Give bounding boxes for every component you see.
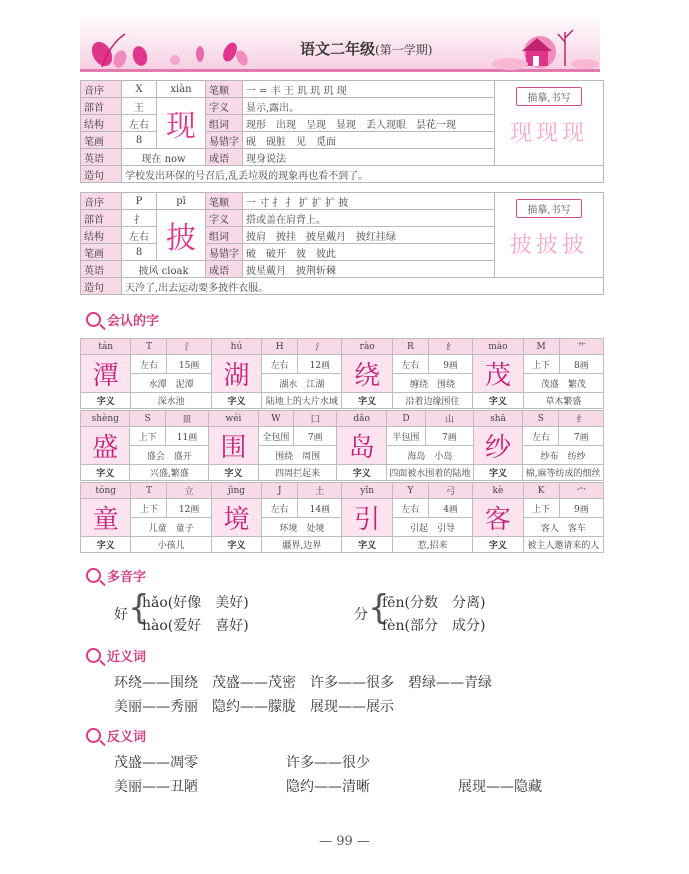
label-bihua: 笔画 xyxy=(81,132,122,149)
sentence-value: 学校发出环保的号召后,乱丢垃圾的现象再也看不到了。 xyxy=(122,166,604,183)
radical-cell: 立 xyxy=(167,483,211,499)
strokes-cell: 14画 xyxy=(298,499,342,518)
strokes-cell: 7画 xyxy=(294,427,337,446)
label-bishun: 笔顺 xyxy=(206,81,243,98)
stroke-order: 一 寸 扌 扌 扩 扩 扩 披 xyxy=(243,193,495,210)
struct-cell: 上下 xyxy=(131,499,167,518)
title-text: 语文二年级 xyxy=(300,40,376,58)
antonym-pair: 茂盛——凋零 xyxy=(114,755,198,771)
trace-chars: 披披披 xyxy=(509,233,588,258)
grid-row-table xyxy=(80,338,604,409)
antonym-pair: 许多——很少 xyxy=(286,755,370,771)
label-bihua: 笔画 xyxy=(81,244,122,261)
jiegou-value: 左右 xyxy=(122,227,157,244)
seq-cell: T xyxy=(131,339,167,355)
pinyin-cell: rào xyxy=(342,339,392,355)
section-polyphone xyxy=(86,566,146,585)
label-yinxu: 音序 xyxy=(81,193,122,210)
pinyin-cell: jìng xyxy=(211,483,261,499)
trace-area xyxy=(495,81,604,166)
meaning-cell: 四周拦起来 xyxy=(258,465,337,481)
seq-cell: Y xyxy=(392,483,428,499)
words-cell: 海岛 小岛 xyxy=(386,446,473,465)
label-zuci: 组词 xyxy=(206,227,243,244)
words-cell: 茂盛 繁茂 xyxy=(523,374,603,393)
radical-cell: 土 xyxy=(298,483,342,499)
radical-cell: 囗 xyxy=(294,411,337,427)
label-yinxu: 音序 xyxy=(81,81,122,98)
grid-character: 围 xyxy=(209,427,258,465)
struct-cell: 左右 xyxy=(262,355,298,374)
grid-character: 盛 xyxy=(81,427,130,465)
pinyin-cell: dǎo xyxy=(337,411,386,427)
pinyin-cell: kè xyxy=(473,483,523,499)
words-cell: 水潭 泥潭 xyxy=(131,374,211,393)
meaning-cell: 被主人邀请来的人 xyxy=(523,537,603,553)
words-cell: 湖水 江湖 xyxy=(262,374,342,393)
grid-character: 茂 xyxy=(473,355,523,393)
confusable-value: 砚 砚脏 见 觅面 xyxy=(243,132,495,149)
jiegou-value: 左右 xyxy=(122,115,157,132)
words-value: 现形 出现 呈现 显现 丢人现眼 昙花一现 xyxy=(243,115,495,132)
meaning-cell: 深水池 xyxy=(131,393,211,409)
label-ziyi: 字义 xyxy=(342,537,392,553)
pinyin-cell: shā xyxy=(473,411,522,427)
label-english: 英语 xyxy=(81,261,122,278)
polyphone-hao xyxy=(114,604,128,624)
seq-cell: S xyxy=(130,411,165,427)
label-chengyu: 成语 xyxy=(206,149,243,166)
radical-cell: 宀 xyxy=(559,483,603,499)
antonym-pair: 展现——隐藏 xyxy=(458,779,542,795)
struct-cell: 上下 xyxy=(130,427,165,446)
label-yicuozi: 易错字 xyxy=(206,132,243,149)
words-value: 披肩 披挂 披星戴月 披红挂绿 xyxy=(243,227,495,244)
meaning-cell: 草木繁盛 xyxy=(523,393,603,409)
strokes-cell: 7画 xyxy=(559,427,604,446)
seq-cell: T xyxy=(131,483,167,499)
words-cell: 盛会 盛开 xyxy=(130,446,209,465)
char-card-pi xyxy=(80,192,604,295)
label-ziyi: 字义 xyxy=(209,465,258,481)
label-jiegou: 结构 xyxy=(81,115,122,132)
strokes-cell: 9画 xyxy=(559,499,603,518)
struct-cell: 左右 xyxy=(131,355,167,374)
strokes-cell: 12画 xyxy=(298,355,342,374)
magnifier-icon xyxy=(86,568,101,583)
brace-icon: { xyxy=(368,588,390,628)
page-title xyxy=(300,38,432,59)
seq-cell: K xyxy=(523,483,559,499)
seq-cell: W xyxy=(258,411,293,427)
english-value: 披风 cloak xyxy=(122,261,206,278)
label-ziyi: 字义 xyxy=(473,465,522,481)
meaning-cell: 棉,麻等纺成的细丝 xyxy=(523,465,604,481)
meaning-cell: 兴盛,繁盛 xyxy=(130,465,209,481)
label-ziyi: 字义 xyxy=(81,465,130,481)
page-number: — 99 — xyxy=(319,834,370,849)
grid-character: 境 xyxy=(211,499,261,537)
polyphone-reading-2: hào(爱好 喜好) xyxy=(142,618,249,634)
polyphone-char: 分 xyxy=(354,607,368,623)
section-title: 近义词 xyxy=(107,650,147,665)
words-cell: 儿童 童子 xyxy=(131,518,211,537)
label-ziyi: 字义 xyxy=(81,393,131,409)
english-value: 现在 now xyxy=(122,149,206,166)
polyphone-char: 好 xyxy=(114,607,128,623)
words-cell: 引起 引导 xyxy=(392,518,472,537)
label-jiegou: 结构 xyxy=(81,227,122,244)
label-ziyi: 字义 xyxy=(473,393,523,409)
pinyin-cell: mào xyxy=(473,339,523,355)
radical-cell: 氵 xyxy=(298,339,342,355)
meaning-cell: 四面被水围着的陆地 xyxy=(386,465,473,481)
grid-row-table xyxy=(80,410,604,481)
meaning-cell: 沿着边缘围住 xyxy=(392,393,472,409)
struct-cell: 左右 xyxy=(392,355,428,374)
struct-cell: 上下 xyxy=(523,355,559,374)
antonym-pair: 隐约——清晰 xyxy=(286,779,370,795)
bihua-value: 8 xyxy=(122,244,157,261)
seq-cell: D xyxy=(386,411,425,427)
radical-cell: 氵 xyxy=(167,339,211,355)
confusable-value: 破 破开 彼 彼此 xyxy=(243,244,495,261)
struct-cell: 左右 xyxy=(392,499,428,518)
words-cell: 客人 客车 xyxy=(523,518,603,537)
section-recognize xyxy=(86,310,159,329)
seq-cell: M xyxy=(523,339,559,355)
label-bushou: 部首 xyxy=(81,98,122,115)
radical-cell: 皿 xyxy=(165,411,208,427)
magnifier-icon xyxy=(86,648,101,663)
seq-cell: H xyxy=(262,339,298,355)
pinyin-value: xiàn xyxy=(157,81,206,98)
pinyin-cell: wéi xyxy=(209,411,258,427)
grid-character: 童 xyxy=(81,499,131,537)
section-title: 多音字 xyxy=(107,570,147,585)
label-ziyi: 字义 xyxy=(473,537,523,553)
meaning-cell: 惹,招来 xyxy=(392,537,472,553)
section-title: 会认的字 xyxy=(107,314,160,329)
label-ziyi: 字义 xyxy=(211,537,261,553)
polyphone-fen xyxy=(354,604,368,624)
synonym-line-2: 美丽——秀丽 隐约——朦胧 展现——展示 xyxy=(114,699,394,715)
sentence-value: 天冷了,出去运动要多披件衣服。 xyxy=(122,278,604,295)
magnifier-icon xyxy=(86,728,101,743)
strokes-cell: 4画 xyxy=(428,499,472,518)
antonym-pair: 美丽——丑陋 xyxy=(114,779,198,795)
meaning-cell: 陆地上的大片水域 xyxy=(262,393,342,409)
section-synonym xyxy=(86,646,146,665)
words-cell: 环境 处境 xyxy=(262,518,342,537)
struct-cell: 半包围 xyxy=(386,427,425,446)
char-card-xian xyxy=(80,80,604,183)
polyphone-reading-2: fèn(部分 成分) xyxy=(382,618,486,634)
label-chengyu: 成语 xyxy=(206,261,243,278)
strokes-cell: 8画 xyxy=(559,355,603,374)
pinyin-cell: shèng xyxy=(81,411,130,427)
trace-title: 描摹,书写 xyxy=(516,199,581,218)
strokes-cell: 12画 xyxy=(167,499,211,518)
words-cell: 缠绕 围绕 xyxy=(392,374,472,393)
pinyin-value: pī xyxy=(157,193,206,210)
grid-character: 湖 xyxy=(211,355,261,393)
pinyin-cell: yǐn xyxy=(342,483,392,499)
strokes-cell: 7画 xyxy=(425,427,473,446)
pinyin-cell: hú xyxy=(211,339,261,355)
trace-chars: 现现现 xyxy=(509,121,588,146)
seq-cell: R xyxy=(392,339,428,355)
strokes-cell: 11画 xyxy=(165,427,208,446)
seq-cell: J xyxy=(262,483,298,499)
grid-character: 客 xyxy=(473,499,523,537)
magnifier-icon xyxy=(86,312,101,327)
yinxu-value: X xyxy=(122,81,157,98)
main-character: 现 xyxy=(157,98,206,149)
struct-cell: 左右 xyxy=(523,427,559,446)
meaning-value: 显示,露出。 xyxy=(243,98,495,115)
meaning-cell: 小孩儿 xyxy=(131,537,211,553)
subtitle-text: (第一学期) xyxy=(375,43,433,57)
trace-title: 描摹,书写 xyxy=(516,87,581,106)
grid-row-table xyxy=(80,482,604,553)
grid-character: 纱 xyxy=(473,427,522,465)
label-sentence: 造句 xyxy=(81,278,122,295)
synonym-line-1: 环绕——围绕 茂盛——茂密 许多——很多 碧绿——青绿 xyxy=(114,675,492,691)
polyphone-reading-1: hǎo(好像 美好) xyxy=(142,595,249,611)
stroke-order: 一 = 丰 王 玑 玑 玑 现 xyxy=(243,81,495,98)
seq-cell: S xyxy=(523,411,559,427)
label-bishun: 笔顺 xyxy=(206,193,243,210)
pinyin-cell: tán xyxy=(81,339,131,355)
label-ziyi: 字义 xyxy=(206,98,243,115)
trace-area xyxy=(495,193,604,278)
main-character: 披 xyxy=(157,210,206,261)
radical-cell: 山 xyxy=(425,411,473,427)
label-zuci: 组词 xyxy=(206,115,243,132)
pinyin-cell: tóng xyxy=(81,483,131,499)
bushou-value: 王 xyxy=(122,98,157,115)
label-english: 英语 xyxy=(81,149,122,166)
section-title: 反义词 xyxy=(107,730,147,745)
words-cell: 围绕 周围 xyxy=(258,446,337,465)
label-ziyi: 字义 xyxy=(211,393,261,409)
meaning-cell: 疆界,边界 xyxy=(262,537,342,553)
strokes-cell: 9画 xyxy=(428,355,472,374)
bihua-value: 8 xyxy=(122,132,157,149)
words-cell: 纱布 纺纱 xyxy=(523,446,604,465)
struct-cell: 全包围 xyxy=(258,427,293,446)
meaning-value: 搭或盖在肩背上。 xyxy=(243,210,495,227)
grid-character: 岛 xyxy=(337,427,386,465)
label-bushou: 部首 xyxy=(81,210,122,227)
brace-icon: { xyxy=(128,588,150,628)
yinxu-value: P xyxy=(122,193,157,210)
strokes-cell: 15画 xyxy=(167,355,211,374)
section-antonym xyxy=(86,726,146,745)
label-ziyi: 字义 xyxy=(342,393,392,409)
bushou-value: 扌 xyxy=(122,210,157,227)
struct-cell: 上下 xyxy=(523,499,559,518)
radical-cell: 纟 xyxy=(428,339,472,355)
radical-cell: 弓 xyxy=(428,483,472,499)
idiom-value: 现身说法 xyxy=(243,149,495,166)
grid-character: 引 xyxy=(342,499,392,537)
radical-cell: 纟 xyxy=(559,411,604,427)
label-yicuozi: 易错字 xyxy=(206,244,243,261)
idiom-value: 披星戴月 披荆斩棘 xyxy=(243,261,495,278)
struct-cell: 左右 xyxy=(262,499,298,518)
label-ziyi: 字义 xyxy=(337,465,386,481)
polyphone-reading-1: fēn(分数 分离) xyxy=(382,595,486,611)
grid-character: 潭 xyxy=(81,355,131,393)
label-ziyi: 字义 xyxy=(81,537,131,553)
radical-cell: 艹 xyxy=(559,339,603,355)
label-ziyi: 字义 xyxy=(206,210,243,227)
grid-character: 绕 xyxy=(342,355,392,393)
label-sentence: 造句 xyxy=(81,166,122,183)
